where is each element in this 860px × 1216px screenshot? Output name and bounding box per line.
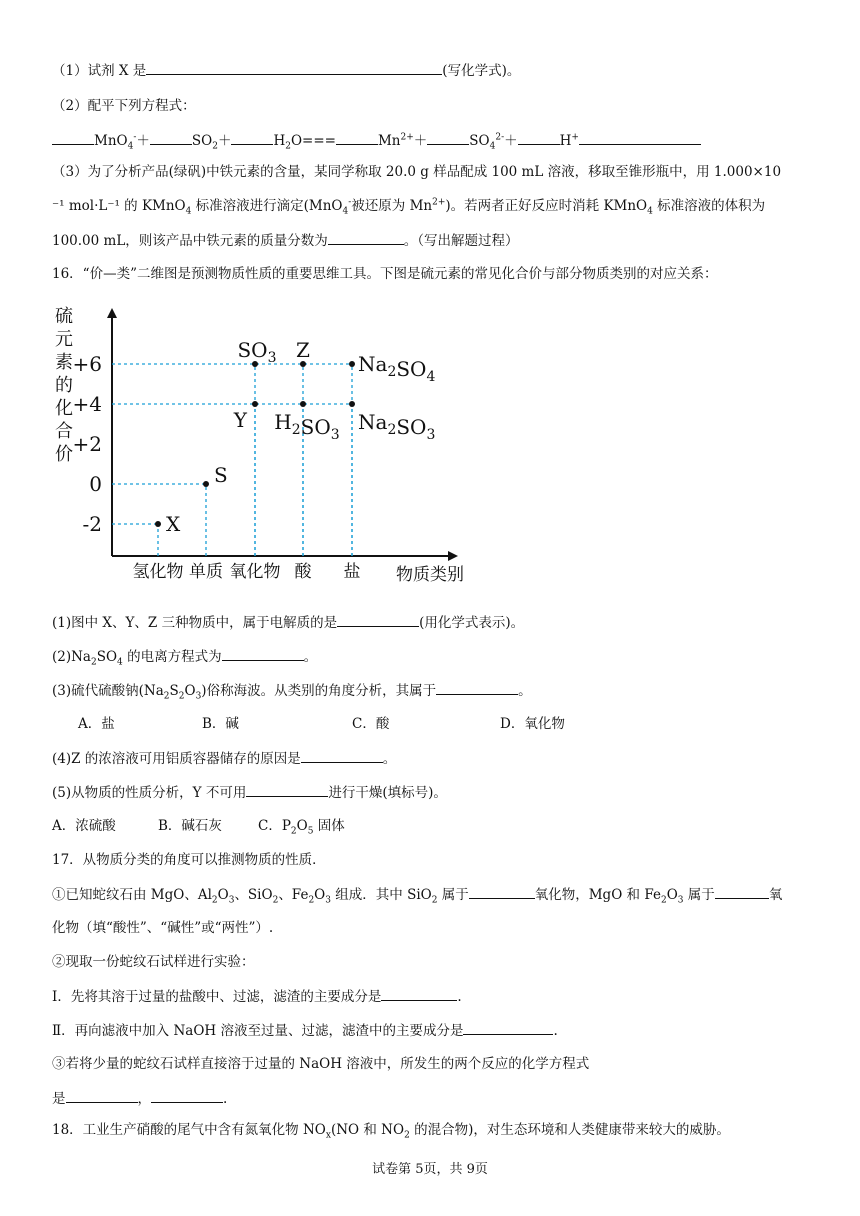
- q16-sub5: (5)从物质的性质分析，Y 不可用 进行干燥(填标号)。: [52, 782, 820, 803]
- x-tick-label: 酸: [294, 562, 312, 582]
- data-point: [155, 521, 161, 527]
- data-point: [349, 401, 355, 407]
- y-axis-label-char: 化: [55, 398, 73, 419]
- coef-blank[interactable]: [427, 130, 469, 145]
- y-axis-label-char: 合: [55, 421, 73, 442]
- q15-part3-line1: （3）为了分析产品(绿矾)中铁元素的含量，某同学称取 20.0 g 样品配成 100 mL 溶液，移取至锥形瓶中，用 1.000×10: [52, 164, 782, 180]
- y-tick-label: -2: [82, 512, 102, 536]
- answer-blank[interactable]: [301, 748, 383, 763]
- option-b[interactable]: B．碱: [202, 716, 239, 732]
- answer-blank[interactable]: [381, 986, 457, 1001]
- answer-blank[interactable]: [146, 60, 442, 75]
- y-tick-label: 0: [89, 472, 102, 496]
- valence-category-chart: [48, 300, 488, 590]
- option-c[interactable]: C．酸: [352, 716, 390, 732]
- answer-blank[interactable]: [151, 1088, 223, 1103]
- q16-sub4: (4)Z 的浓溶液可用铝质容器储存的原因是 。: [52, 748, 820, 769]
- q17-sub3-line1: ③若将少量的蛇纹石试样直接溶于过量的 NaOH 溶液中，所发生的两个反应的化学方程式: [52, 1056, 590, 1072]
- q16-sub2: $(2)Na_2SO_4$ 的电离方程式为 。: [52, 646, 820, 667]
- data-point: [252, 401, 258, 407]
- q17-sub2: ②现取一份蛇纹石试样进行实验：: [52, 954, 255, 970]
- q16-intro: 16．“价—类”二维图是预测物质性质的重要思维工具。下图是硫元素的常见化合价与部分物质类别的对应关系：: [52, 266, 718, 282]
- answer-blank[interactable]: [246, 782, 328, 797]
- option-a[interactable]: A．浓硫酸: [52, 818, 116, 834]
- y-tick-label: +4: [72, 392, 102, 416]
- option-a[interactable]: A．盐: [78, 716, 115, 732]
- point-label: S: [214, 463, 228, 487]
- q16-sub3-options: [78, 714, 820, 734]
- y-axis-label-char: 价: [55, 444, 73, 465]
- option-b[interactable]: B．碱石灰: [158, 818, 222, 834]
- q17-sub2-i: Ⅰ．先将其溶于过量的盐酸中、过滤，滤渣的主要成分是 .: [52, 986, 820, 1007]
- answer-blank[interactable]: [328, 230, 404, 245]
- y-axis-label-char: 硫: [55, 306, 73, 327]
- q17-intro: 17．从物质分类的角度可以推测物质的性质．: [52, 852, 326, 868]
- q16-sub3: (3)硫代硫酸钠$(Na_2S_2O_3)$俗称海波。从类别的角度分析，其属于 。: [52, 680, 820, 701]
- point-label: Z: [296, 338, 310, 362]
- answer-blank[interactable]: [66, 1088, 138, 1103]
- x-tick-label: 氢化物: [132, 562, 184, 582]
- y-axis-label-char: 的: [55, 375, 73, 396]
- answer-blank[interactable]: [222, 646, 304, 661]
- q15-part3-line2: ⁻¹ mol·L⁻¹ 的 KMnO$_4$ 标准溶液进行滴定(MnO$_4$-被还原为 $Mn^{2+}$)。若两者正好反应时消耗 KMnO$_4$ 标准溶液的体积为: [52, 197, 766, 217]
- q15-equation: $MnO_4^-+ SO_2+ H_2O=== Mn^{2+}+ SO_4^{2-}+ H^+$: [52, 130, 820, 151]
- q17-sub1-line1: ①已知蛇纹石由 MgO、$Al_2O_3$、SiO$_2$、$Fe_2O_3$ 组成．其中 SiO$_2$ 属于 氧化物，MgO 和 $Fe_2O_3$ 属于 氧: [52, 884, 820, 905]
- point-label: $H_2SO_3$: [274, 410, 340, 443]
- y-tick-label: +2: [72, 432, 102, 456]
- q18-intro: 18．工业生产硝酸的尾气中含有氮氧化物 $NO_x(NO$ 和 $NO_2$ 的混合物)，对生态环境和人类健康带来较大的威胁。: [52, 1122, 730, 1141]
- point-label: $Na_2SO_4$: [358, 352, 436, 385]
- x-tick-label: 盐: [343, 562, 361, 582]
- q15-part1: （1）试剂 X 是 (写化学式)。: [52, 60, 820, 81]
- q16-sub1: (1)图中 X、Y、Z 三种物质中，属于电解质的是 (用化学式表示)。: [52, 612, 820, 633]
- y-axis-label: [55, 306, 73, 465]
- option-d[interactable]: D．氧化物: [500, 716, 565, 732]
- y-tick-label: +6: [72, 352, 102, 376]
- q17-sub2-ii: Ⅱ．再向滤液中加入 NaOH 溶液至过量、过滤，滤渣中的主要成分是 .: [52, 1020, 820, 1041]
- x-tick-label: 单质: [189, 562, 223, 582]
- coef-blank[interactable]: [231, 130, 273, 145]
- coef-blank[interactable]: [518, 130, 560, 145]
- x-axis-label: 物质类别: [396, 565, 464, 585]
- answer-blank[interactable]: [469, 884, 535, 899]
- point-label: Y: [233, 408, 247, 432]
- y-axis-label-char: 元: [55, 329, 73, 350]
- data-point: [203, 481, 209, 487]
- answer-blank[interactable]: [715, 884, 769, 899]
- q15-part2: （2）配平下列方程式：: [52, 98, 196, 114]
- point-label: $Na_2SO_3$: [358, 410, 436, 443]
- point-label: X: [166, 512, 181, 536]
- option-c[interactable]: C．$P_2O_5$ 固体: [258, 818, 345, 837]
- answer-blank[interactable]: [337, 612, 419, 627]
- q16-sub5-options: [52, 816, 820, 836]
- y-axis-label-char: 素: [55, 352, 73, 373]
- data-point: [349, 361, 355, 367]
- point-label: $SO_3$: [237, 338, 277, 366]
- page-footer: 试卷第 5页，共 9页: [372, 1162, 488, 1177]
- coef-blank[interactable]: [52, 130, 94, 145]
- coef-blank[interactable]: [150, 130, 192, 145]
- q17-sub1-line2: 化物（填“酸性”、“碱性”或“两性”）.: [52, 920, 274, 936]
- answer-blank[interactable]: [463, 1020, 553, 1035]
- data-point: [300, 401, 306, 407]
- x-tick-label: 氧化物: [229, 562, 281, 582]
- q15-part3-line3: 100.00 mL，则该产品中铁元素的质量分数为 。（写出解题过程）: [52, 230, 820, 251]
- q17-sub3-line2: 是 ， .: [52, 1088, 820, 1109]
- coef-blank[interactable]: [336, 130, 378, 145]
- answer-blank[interactable]: [436, 680, 518, 695]
- coef-blank[interactable]: [579, 130, 701, 145]
